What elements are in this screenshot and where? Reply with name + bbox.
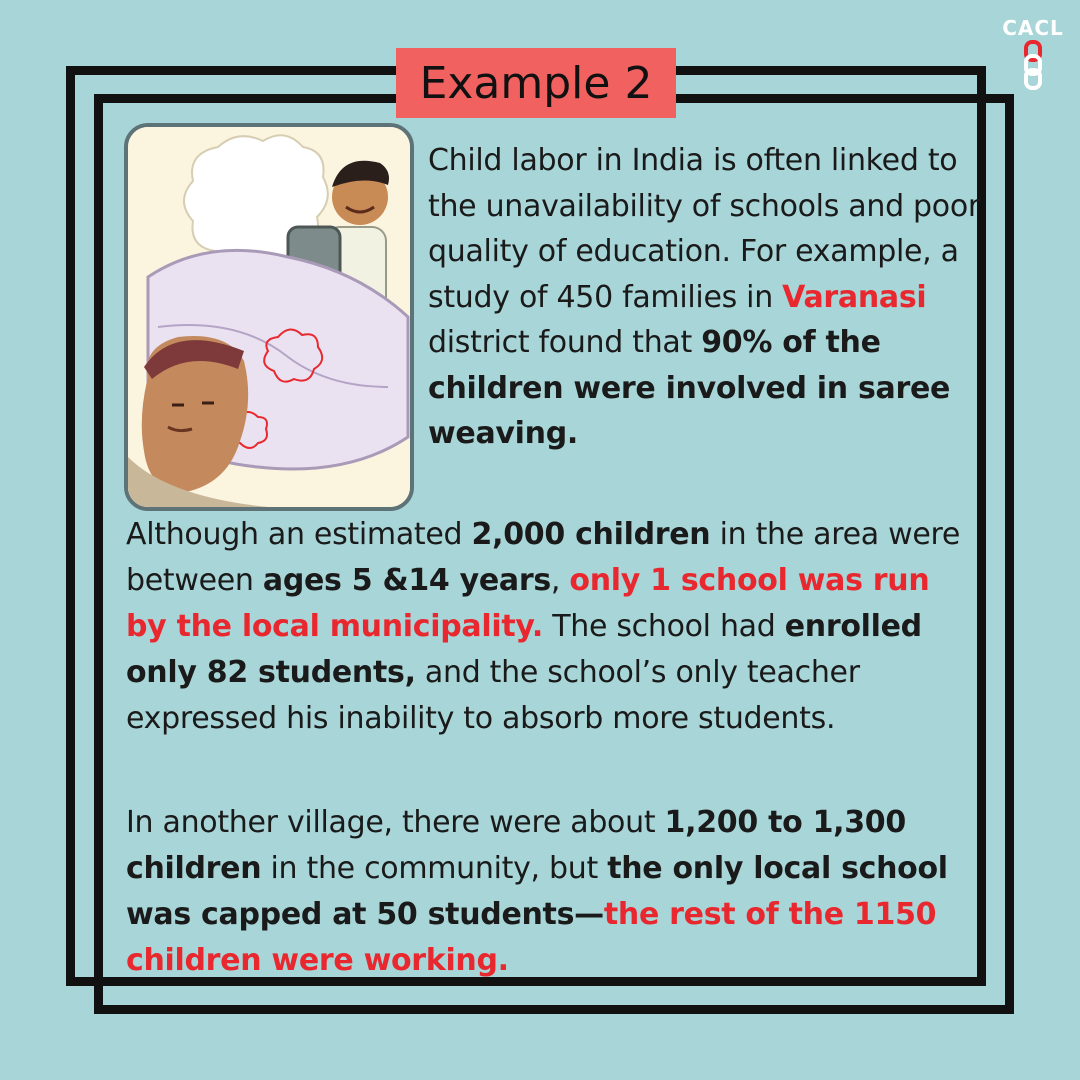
child-labor-illustration — [124, 123, 414, 511]
paragraph-text: The school had — [542, 609, 785, 644]
saree-weaving-statistic: 90% of the children were involved in saree weaving. — [428, 325, 951, 451]
children-range: 1,200 to 1,300 children — [126, 805, 906, 886]
page-title: Example 2 — [396, 48, 676, 118]
paragraph-varanasi-school — [126, 512, 976, 742]
intro-text: Child labor in India is often linked to the unavailability of schools and poor quality of education. For example, a study of 450 families in — [428, 143, 980, 315]
cacl-logo — [996, 16, 1070, 94]
age-range: ages 5 &14 years — [262, 563, 551, 598]
intro-text: district found that — [428, 325, 702, 360]
chain-icon — [1014, 36, 1052, 92]
logo-text: CACL — [1002, 16, 1064, 40]
intro-paragraph — [428, 138, 983, 457]
paragraph-text: in the area were between — [126, 517, 961, 598]
school-capacity: the only local school was capped at 50 students— — [126, 851, 948, 932]
school-highlight: only 1 school was run by the local municipality. — [126, 563, 930, 644]
working-children-highlight: the rest of the 1150 children were working. — [126, 897, 937, 978]
paragraph-text: in the community, but — [261, 851, 608, 886]
paragraph-text: , — [550, 563, 570, 598]
children-count: 2,000 children — [471, 517, 711, 552]
paragraph-text: Although an estimated — [126, 517, 472, 552]
enrolled-count: enrolled only 82 students, — [126, 609, 922, 690]
paragraph-another-village — [126, 800, 976, 984]
varanasi-highlight: Varanasi — [782, 279, 927, 315]
paragraph-text: and the school’s only teacher expressed his inability to absorb more students. — [126, 655, 860, 736]
paragraph-text: In another village, there were about — [126, 805, 665, 840]
